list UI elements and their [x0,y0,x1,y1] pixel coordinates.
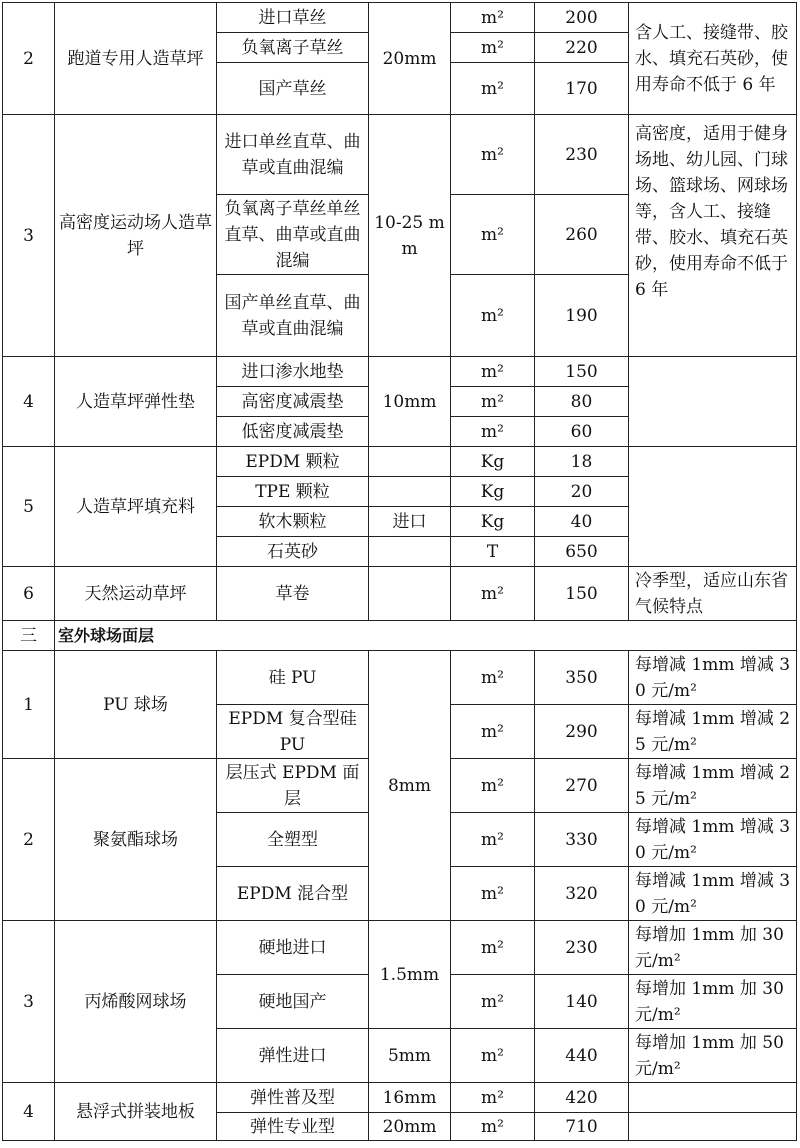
item-spec: 弹性普及型 [217,1083,369,1113]
item-spec: 国产单丝直草、曲草或直曲混编 [217,275,369,357]
item-thickness: 1.5mm [369,921,451,1029]
item-name: 人造草坪填充料 [55,447,217,567]
item-number: 3 [3,115,55,357]
item-price: 220 [535,33,629,63]
item-number: 3 [3,921,55,1083]
item-thickness [369,537,451,567]
item-note: 每增减 1mm 增减 30 元/m² [629,813,797,867]
item-spec: 石英砂 [217,537,369,567]
item-price: 200 [535,3,629,33]
item-spec: 全塑型 [217,813,369,867]
item-spec: 进口草丝 [217,3,369,33]
section-number: 三 [3,621,55,651]
item-price: 80 [535,387,629,417]
item-unit: m² [451,813,535,867]
item-name: 悬浮式拼装地板 [55,1083,217,1141]
item-number: 4 [3,1083,55,1141]
item-unit: m² [451,975,535,1029]
item-spec: 软木颗粒 [217,507,369,537]
item-price: 190 [535,275,629,357]
item-spec: 国产草丝 [217,63,369,115]
table-row [3,921,797,975]
item-number: 1 [3,651,55,759]
item-spec: 层压式 EPDM 面层 [217,759,369,813]
section-header-row [3,621,797,651]
item-spec: EPDM 颗粒 [217,447,369,477]
item-thickness: 10-25 mm [369,115,451,357]
item-price: 140 [535,975,629,1029]
item-price: 650 [535,537,629,567]
item-unit: m² [451,3,535,33]
item-unit: m² [451,567,535,621]
table-row [3,651,797,705]
item-price: 150 [535,357,629,387]
table-row [3,357,797,387]
item-note: 冷季型，适应山东省气候特点 [629,567,797,621]
item-price: 150 [535,567,629,621]
item-price: 290 [535,705,629,759]
item-thickness [369,447,451,477]
item-unit: m² [451,1083,535,1113]
item-number: 5 [3,447,55,567]
item-number: 2 [3,3,55,115]
item-note [629,357,797,447]
item-price: 320 [535,867,629,921]
item-price: 270 [535,759,629,813]
item-note: 每增加 1mm 加 30 元/m² [629,975,797,1029]
item-thickness: 5mm [369,1029,451,1083]
item-price: 420 [535,1083,629,1113]
item-unit: m² [451,195,535,275]
item-unit: m² [451,867,535,921]
item-thickness [369,567,451,621]
item-spec: 弹性专业型 [217,1113,369,1141]
item-price: 60 [535,417,629,447]
item-spec: TPE 颗粒 [217,477,369,507]
item-spec: 进口单丝直草、曲草或直曲混编 [217,115,369,195]
item-thickness: 10mm [369,357,451,447]
item-name: 人造草坪弹性垫 [55,357,217,447]
item-unit: m² [451,759,535,813]
item-spec: EPDM 复合型硅 PU [217,705,369,759]
item-unit: m² [451,1113,535,1141]
item-price: 330 [535,813,629,867]
item-unit: Kg [451,507,535,537]
item-name: 聚氨酯球场 [55,759,217,921]
item-note: 每增加 1mm 加 30 元/m² [629,921,797,975]
table-row [3,115,797,195]
item-name: 高密度运动场人造草坪 [55,115,217,357]
item-unit: m² [451,921,535,975]
item-spec: 弹性进口 [217,1029,369,1083]
item-unit: m² [451,387,535,417]
item-spec: 硅 PU [217,651,369,705]
item-spec: 硬地国产 [217,975,369,1029]
item-name: 天然运动草坪 [55,567,217,621]
item-note: 每增减 1mm 增减 30 元/m² [629,867,797,921]
item-name: 跑道专用人造草坪 [55,3,217,115]
item-thickness: 进口 [369,507,451,537]
item-price: 710 [535,1113,629,1141]
item-price: 230 [535,115,629,195]
price-table [2,2,797,1141]
section-title: 室外球场面层 [55,621,797,651]
item-spec: 负氧离子草丝 [217,33,369,63]
item-unit: Kg [451,477,535,507]
item-unit: m² [451,1029,535,1083]
table-row [3,3,797,33]
item-name: PU 球场 [55,651,217,759]
item-thickness: 16mm [369,1083,451,1113]
item-note [629,1113,797,1141]
table-row [3,447,797,477]
item-unit: Kg [451,447,535,477]
table-row [3,567,797,621]
item-spec: 高密度减震垫 [217,387,369,417]
item-unit: m² [451,275,535,357]
item-note: 每增减 1mm 增减 25 元/m² [629,705,797,759]
item-price: 440 [535,1029,629,1083]
item-note [629,447,797,567]
item-note [629,1083,797,1113]
item-price: 40 [535,507,629,537]
item-price: 170 [535,63,629,115]
item-unit: m² [451,357,535,387]
item-number: 2 [3,759,55,921]
item-unit: m² [451,651,535,705]
item-spec: 负氧离子草丝单丝直草、曲草或直曲混编 [217,195,369,275]
item-name: 丙烯酸网球场 [55,921,217,1083]
item-number: 6 [3,567,55,621]
price-document [2,2,797,1141]
item-price: 260 [535,195,629,275]
item-thickness: 20mm [369,3,451,115]
item-unit: T [451,537,535,567]
table-row [3,1083,797,1113]
item-spec: EPDM 混合型 [217,867,369,921]
item-price: 18 [535,447,629,477]
item-unit: m² [451,417,535,447]
item-unit: m² [451,63,535,115]
item-unit: m² [451,33,535,63]
item-unit: m² [451,115,535,195]
item-note: 高密度，适用于健身场地、幼儿园、门球场、篮球场、网球场等，含人工、接缝带、胶水、填充石英砂，使用寿命不低于 6 年 [629,115,797,357]
item-price: 20 [535,477,629,507]
item-thickness [369,477,451,507]
item-note: 每增减 1mm 增减 25 元/m² [629,759,797,813]
item-thickness: 8mm [369,651,451,921]
item-note: 每增减 1mm 增减 30 元/m² [629,651,797,705]
item-note: 每增加 1mm 加 50 元/m² [629,1029,797,1083]
item-thickness: 20mm [369,1113,451,1141]
item-unit: m² [451,705,535,759]
item-note: 含人工、接缝带、胶水、填充石英砂，使用寿命不低于 6 年 [629,3,797,115]
item-spec: 硬地进口 [217,921,369,975]
item-number: 4 [3,357,55,447]
item-spec: 进口渗水地垫 [217,357,369,387]
item-spec: 低密度减震垫 [217,417,369,447]
item-price: 230 [535,921,629,975]
item-price: 350 [535,651,629,705]
item-spec: 草卷 [217,567,369,621]
